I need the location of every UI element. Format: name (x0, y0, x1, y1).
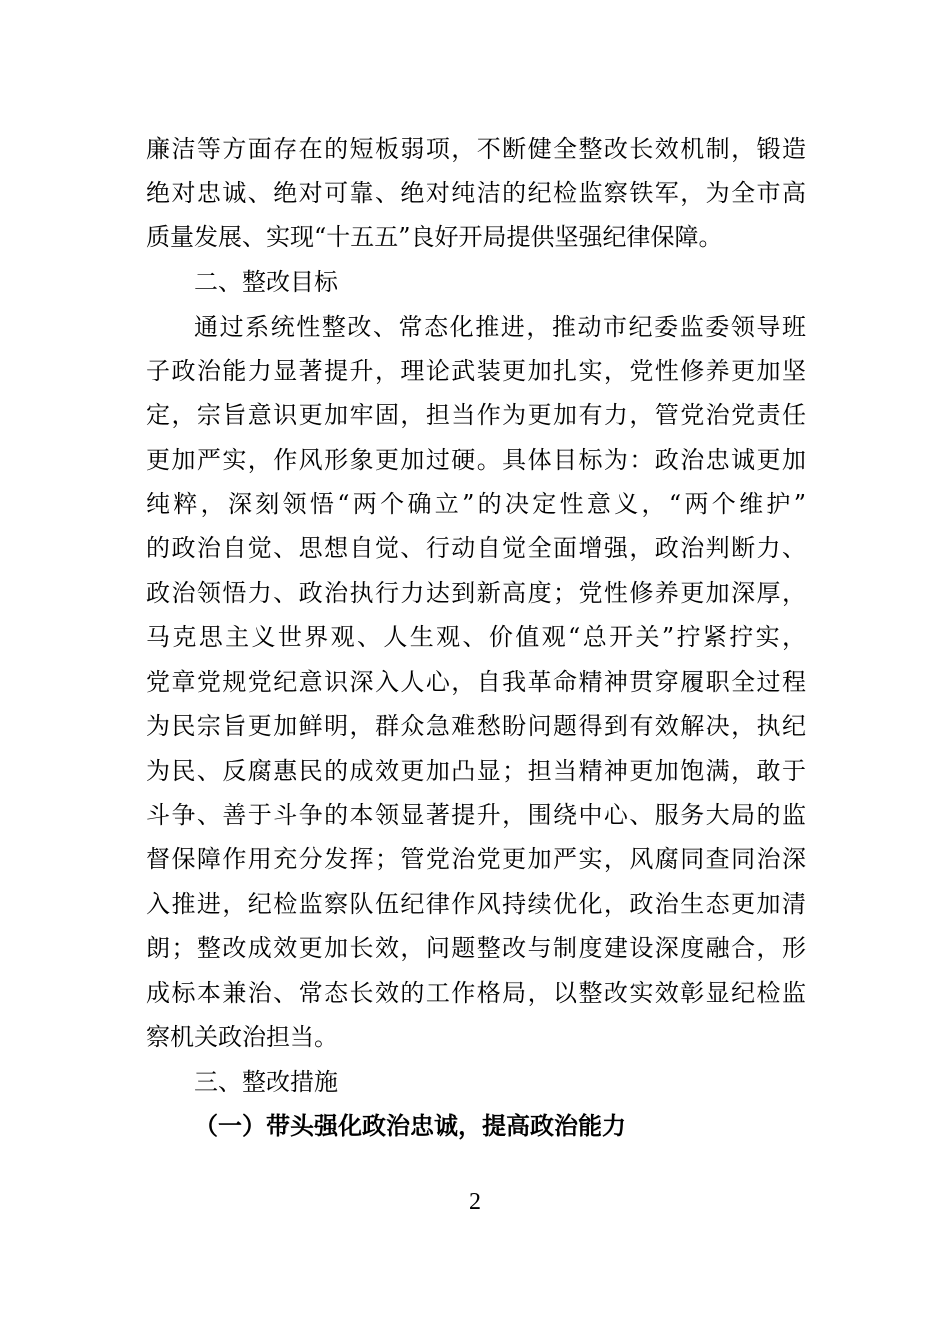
body-text-line: 定，宗旨意识更加牢固，担当作为更加有力，管党治党责任 (146, 401, 806, 429)
body-text-line: 廉洁等方面存在的短板弱项，不断健全整改长效机制，锻造 (146, 135, 806, 163)
page-number: 2 (469, 1189, 481, 1215)
body-text-line: 更加严实，作风形象更加过硬。具体目标为：政治忠诚更加 (146, 446, 806, 474)
body-text-line: 督保障作用充分发挥；管党治党更加严实，风腐同查同治深 (146, 845, 806, 873)
body-text-line: 绝对忠诚、绝对可靠、绝对纯洁的纪检监察铁军，为全市高 (146, 179, 806, 207)
body-text-line: 马克思主义世界观、人生观、价值观“总开关”拧紧拧实， (146, 623, 806, 651)
body-text-line: 察机关政治担当。 (146, 1023, 338, 1051)
body-text-line: 为民宗旨更加鲜明，群众急难愁盼问题得到有效解决，执纪 (146, 712, 806, 740)
body-text-line: 入推进，纪检监察队伍纪律作风持续优化，政治生态更加清 (146, 890, 806, 918)
body-text-line: 成标本兼治、常态长效的工作格局，以整改实效彰显纪检监 (146, 979, 806, 1007)
section-heading-goals: 二、整改目标 (194, 268, 338, 296)
body-text-line: 政治领悟力、政治执行力达到新高度；党性修养更加深厚， (146, 579, 806, 607)
body-text-line: 的政治自觉、思想自觉、行动自觉全面增强，政治判断力、 (146, 534, 806, 562)
body-text-line: 纯粹，深刻领悟“两个确立”的决定性意义，“两个维护” (146, 490, 806, 518)
subsection-heading-one: （一）带头强化政治忠诚，提高政治能力 (194, 1111, 626, 1140)
body-text-line: 质量发展、实现“十五五”良好开局提供坚强纪律保障。 (146, 223, 723, 251)
body-text-line: 党章党规党纪意识深入人心，自我革命精神贯穿履职全过程 (146, 668, 806, 696)
body-text-line: 斗争、善于斗争的本领显著提升，围绕中心、服务大局的监 (146, 801, 806, 829)
section-heading-measures: 三、整改措施 (194, 1068, 338, 1096)
body-text-line: 通过系统性整改、常态化推进，推动市纪委监委领导班 (194, 313, 806, 341)
body-text-line: 朗；整改成效更加长效，问题整改与制度建设深度融合，形 (146, 934, 806, 962)
body-text-line: 子政治能力显著提升，理论武装更加扎实，党性修养更加坚 (146, 357, 806, 385)
body-text-line: 为民、反腐惠民的成效更加凸显；担当精神更加饱满，敢于 (146, 757, 806, 785)
